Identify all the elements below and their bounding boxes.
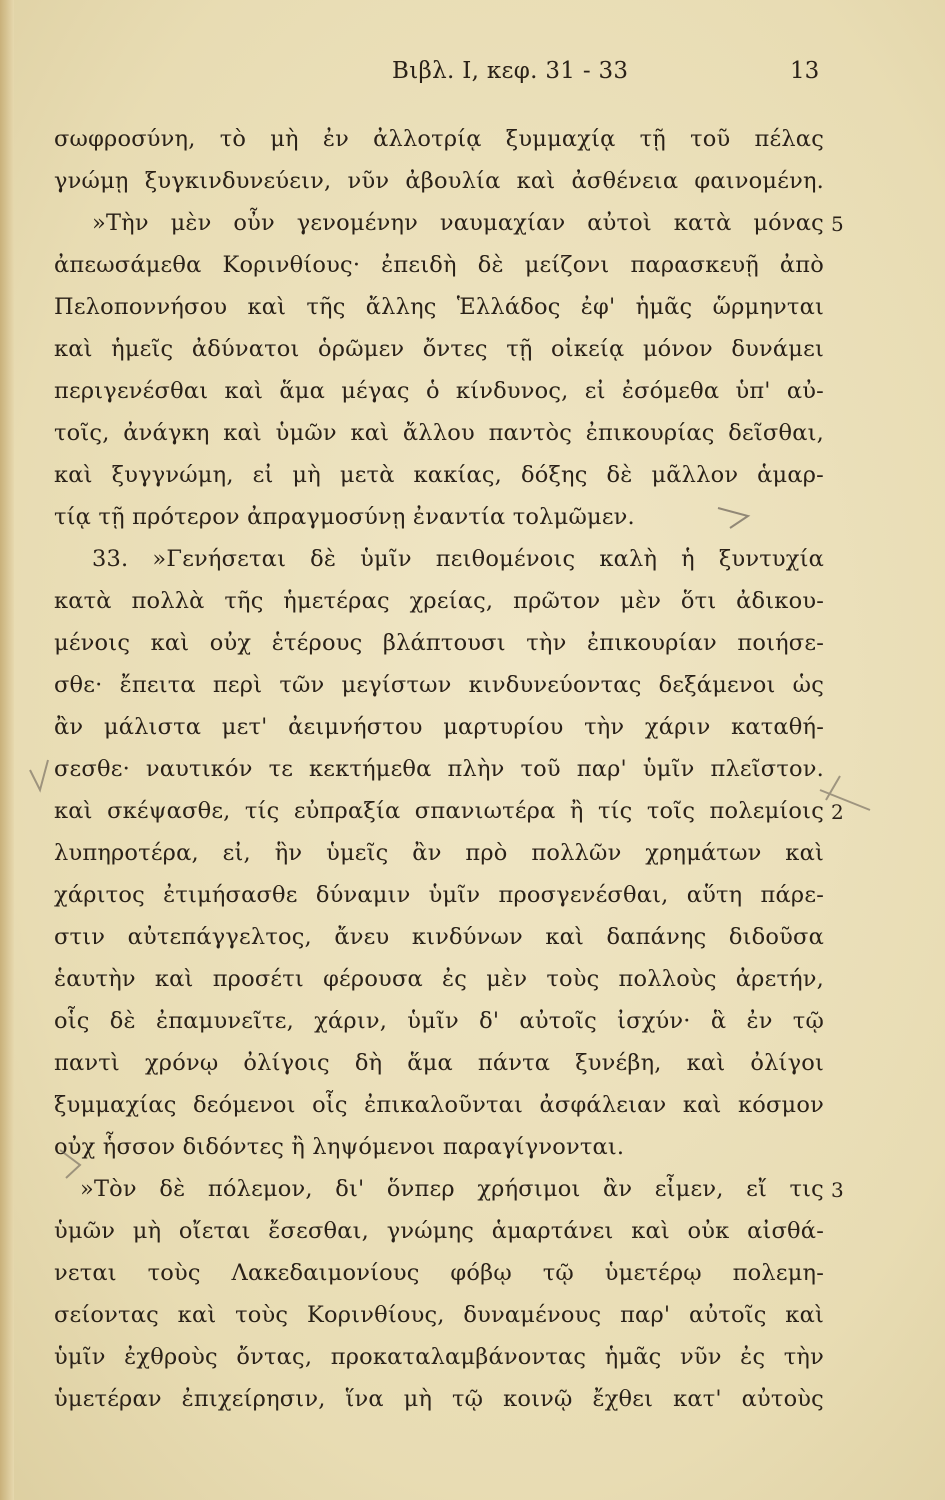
text-line: κατὰ πολλὰ τῆς ἡμετέρας χρείας, πρῶτον μὲν ὅτι ἀδικου- <box>54 588 824 614</box>
text-line: σωφροσύνη, τὸ μὴ ἐν ἀλλοτρίᾳ ξυμμαχίᾳ τῇ τοῦ πέλας <box>54 126 824 152</box>
text-line: καὶ ξυγγνώμη, εἰ μὴ μετὰ κακίας, δόξης δὲ μᾶλλον ἁμαρ- <box>54 462 824 488</box>
text-line: ὑμῶν μὴ οἴεται ἔσεσθαι, γνώμης ἁμαρτάνει καὶ οὐκ αἰσθά- <box>54 1218 824 1244</box>
margin-line-number: 2 <box>831 800 844 824</box>
text-line: τίᾳ τῇ πρότερον ἀπραγμοσύνῃ ἐναντία τολμῶμεν. <box>54 504 635 530</box>
text-line: σείοντας καὶ τοὺς Κορινθίους, δυναμένους παρ' αὐτοῖς καὶ <box>54 1302 824 1328</box>
text-line: καὶ ἡμεῖς ἀδύνατοι ὁρῶμεν ὄντες τῇ οἰκείᾳ μόνον δυνάμει <box>54 336 824 362</box>
text-line: 33. »Γενήσεται δὲ ὑμῖν πειθομένοις καλὴ ἡ ξυντυχία <box>92 546 824 572</box>
text-line: ἑαυτὴν καὶ προσέτι φέρουσα ἐς μὲν τοὺς πολλοὺς ἀρετήν, <box>54 966 824 992</box>
pencil-mark-bracket <box>60 1150 80 1178</box>
text-line: καὶ σκέψασθε, τίς εὐπραξία σπανιωτέρα ἢ τίς τοῖς πολεμίοις <box>54 798 824 824</box>
text-line: »Τὴν μὲν οὖν γενομένην ναυμαχίαν αὐτοὶ κατὰ μόνας <box>92 210 824 236</box>
text-line: λυπηροτέρα, εἰ, ἣν ὑμεῖς ἂν πρὸ πολλῶν χρημάτων καὶ <box>54 840 824 866</box>
text-line: τοῖς, ἀνάγκη καὶ ὑμῶν καὶ ἄλλου παντὸς ἐπικουρίας δεῖσθαι, <box>54 420 824 446</box>
text-line: ἀπεωσάμεθα Κορινθίους· ἐπειδὴ δὲ μείζονι παρασκευῇ ἀπὸ <box>54 252 824 278</box>
text-line: οἷς δὲ ἐπαμυνεῖτε, χάριν, ὑμῖν δ' αὐτοῖς ἰσχύν· ἃ ἐν τῷ <box>54 1008 824 1034</box>
text-line: νεται τοὺς Λακεδαιμονίους φόβῳ τῷ ὑμετέρῳ πολεμη- <box>54 1260 824 1286</box>
text-line: Πελοποννήσου καὶ τῆς ἄλλης Ἑλλάδος ἐφ' ἡμᾶς ὥρμηνται <box>54 294 824 320</box>
page-number: 13 <box>790 58 820 84</box>
margin-line-number: 3 <box>831 1178 844 1202</box>
text-line: ἂν μάλιστα μετ' ἀειμνήστου μαρτυρίου τὴν χάριν καταθή- <box>54 714 824 740</box>
running-title: Βιβλ. Ι, κεφ. 31 - 33 <box>392 58 629 84</box>
text-line: οὐχ ἧσσον διδόντες ἢ ληψόμενοι παραγίγνονται. <box>54 1134 625 1160</box>
text-line: ὑμετέραν ἐπιχείρησιν, ἵνα μὴ τῷ κοινῷ ἔχθει κατ' αὐτοὺς <box>54 1386 824 1412</box>
text-line: ξυμμαχίας δεόμενοι οἷς ἐπικαλοῦνται ἀσφάλειαν καὶ κόσμον <box>54 1092 824 1118</box>
pencil-mark-arrow <box>820 776 870 810</box>
text-line: περιγενέσθαι καὶ ἅμα μέγας ὁ κίνδυνος, εἰ ἐσόμεθα ὑπ' αὐ- <box>54 378 824 404</box>
margin-line-number: 5 <box>831 212 844 236</box>
text-line: σθε· ἔπειτα περὶ τῶν μεγίστων κινδυνεύοντας δεξάμενοι ὡς <box>54 672 824 698</box>
text-line: σεσθε· ναυτικόν τε κεκτήμεθα πλὴν τοῦ παρ' ὑμῖν πλεῖστον. <box>54 756 824 782</box>
text-line: μένοις καὶ οὐχ ἑτέρους βλάπτουσι τὴν ἐπικουρίαν ποιήσε- <box>54 630 824 656</box>
text-line: στιν αὐτεπάγγελτος, ἄνευ κινδύνων καὶ δαπάνης διδοῦσα <box>54 924 824 950</box>
text-line: χάριτος ἐτιμήσασθε δύναμιν ὑμῖν προσγενέσθαι, αὕτη πάρε- <box>54 882 824 908</box>
pencil-mark-tick <box>30 760 48 790</box>
text-line: ὑμῖν ἐχθροὺς ὄντας, προκαταλαμβάνοντας ἡμᾶς νῦν ἐς τὴν <box>54 1344 824 1370</box>
pencil-mark-check <box>718 508 748 528</box>
text-line: »Τὸν δὲ πόλεμον, δι' ὅνπερ χρήσιμοι ἂν εἶμεν, εἴ τις <box>80 1176 824 1202</box>
text-line: παντὶ χρόνῳ ὀλίγοις δὴ ἅμα πάντα ξυνέβη, καὶ ὀλίγοι <box>54 1050 824 1076</box>
text-line: γνώμῃ ξυγκινδυνεύειν, νῦν ἀβουλία καὶ ἀσθένεια φαινομένη. <box>54 168 824 194</box>
